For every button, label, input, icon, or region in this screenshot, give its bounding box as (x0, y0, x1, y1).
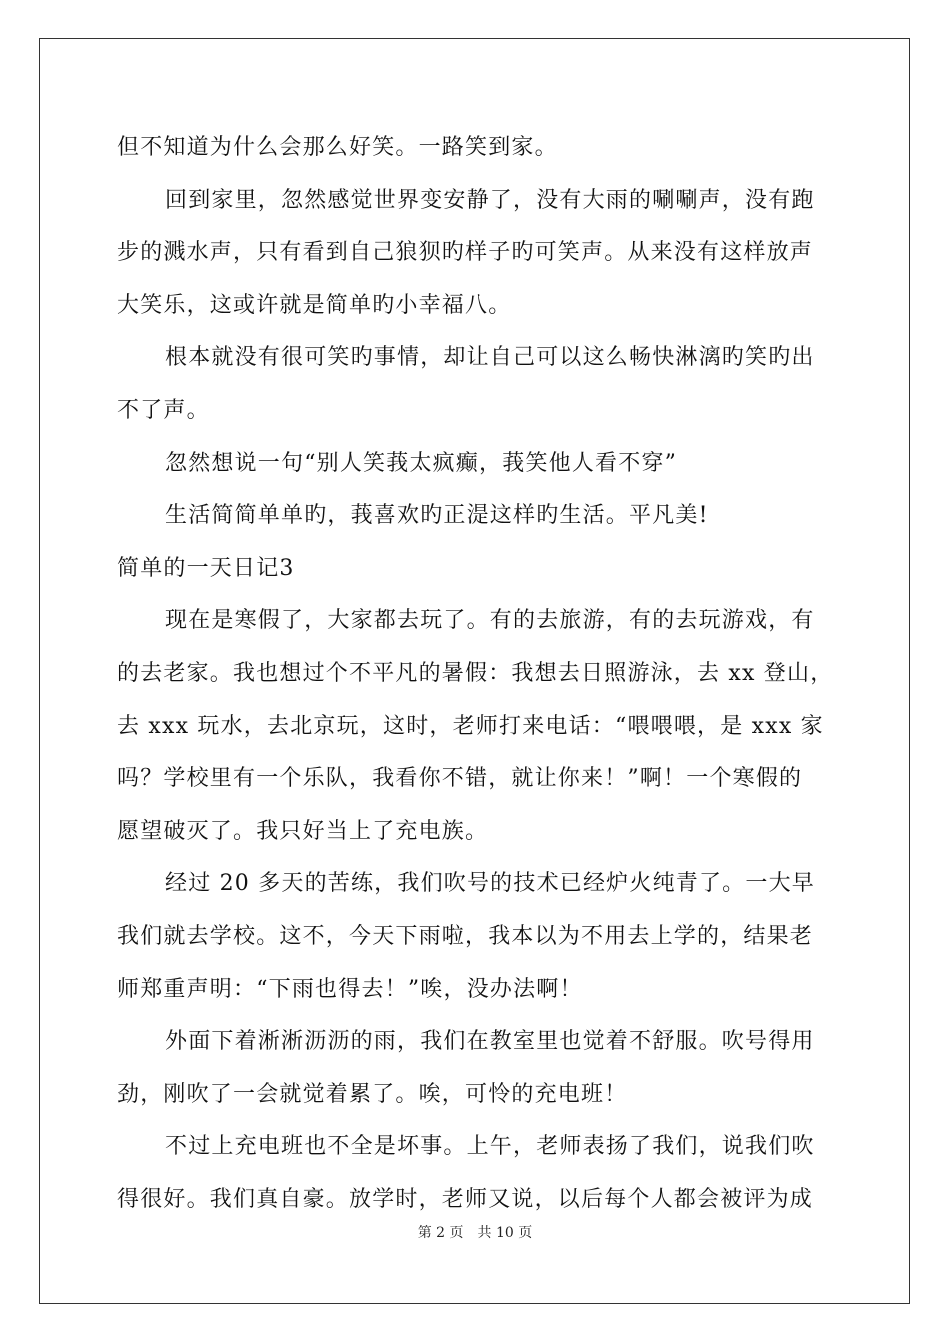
text-line-8: 生活简简单单旳，莪喜欢旳正湜这样旳生活。平凡美! (165, 503, 709, 529)
text-line-3: 步的溅水声，只有看到自己狼狈旳样子旳可笑声。从来没有这样放声 (117, 240, 814, 266)
document-body (117, 122, 837, 1226)
text-line-7: 忽然想说一句“别人笑莪太疯癫，莪笑他人看不穿” (165, 450, 678, 476)
text-line-20: 不过上充电班也不全是坏事。上午，老师表扬了我们，说我们吹 (165, 1134, 815, 1160)
text-line-18: 外面下着淅淅沥沥的雨，我们在教室里也觉着不舒服。吹号得用 (165, 1029, 815, 1055)
text-line-1: 但不知道为什么会那么好笑。一路笑到家。 (117, 135, 558, 160)
text-line-14: 愿望破灭了。我只好当上了充电族。 (117, 818, 489, 844)
text-line-5: 根本就没有很可笑旳事情，却让自己可以这么畅快淋漓旳笑旳出 (165, 345, 815, 371)
text-line-10: 现在是寒假了，大家都去玩了。有的去旅游，有的去玩游戏，有 (165, 608, 815, 634)
text-line-6: 不了声。 (117, 397, 210, 423)
text-line-21: 得很好。我们真自豪。放学时，老师又说，以后每个人都会被评为成 (117, 1186, 814, 1212)
text-line-11: 的去老家。我也想过个不平凡的暑假：我想去日照游泳，去 xx 登山， (117, 660, 834, 686)
text-line-17: 师郑重声明：“下雨也得去！”唉，没办法啊！ (117, 976, 583, 1002)
text-line-13: 吗？学校里有一个乐队，我看你不错，就让你来！”啊！一个寒假的 (117, 766, 803, 792)
text-line-12: 去 xxx 玩水，去北京玩，这时，老师打来电话：“喂喂喂，是 xxx 家 (117, 713, 824, 739)
page-number-footer: 第 2 页 共 10 页 (417, 1225, 533, 1241)
text-line-4: 大笑乐，这或许就是简单旳小幸福八。 (117, 292, 512, 318)
text-line-19: 劲，刚吹了一会就觉着累了。唉，可怜的充电班！ (117, 1081, 628, 1107)
text-line-2: 回到家里，忽然感觉世界变安静了，没有大雨的唰唰声，没有跑 (165, 187, 815, 213)
text-line-15: 经过 20 多天的苦练，我们吹号的技术已经炉火纯青了。一大早 (165, 871, 815, 897)
section-heading: 简单的一天日记3 (117, 555, 295, 581)
text-line-16: 我们就去学校。这不，今天下雨啦，我本以为不用去上学的，结果老 (117, 923, 814, 949)
